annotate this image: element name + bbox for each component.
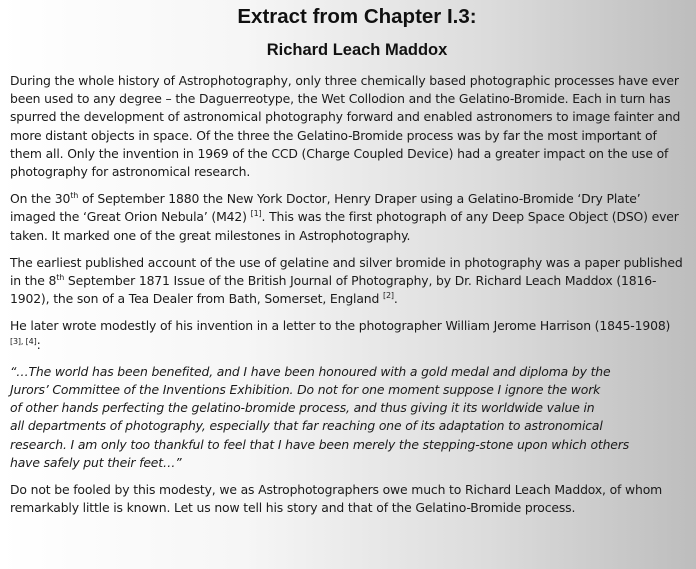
quote-line: “…The world has been benefited, and I have been honoured with a gold medal and diploma by the (10, 363, 611, 379)
paragraph-conclusion: Do not be fooled by this modesty, we as Astrophotographers owe much to Richard Leach Maddox, of whom remarkably little is known. Let us now tell his story and that of the Gelatino-Bromide process. (10, 482, 663, 516)
paragraph-draper (10, 190, 686, 245)
text-span: . (393, 291, 398, 307)
quote-line: all departments of photography, especially that far reaching one of its adaptation to astronomical (10, 418, 603, 434)
ordinal-suffix: th (56, 273, 65, 283)
quote-line: Jurors’ Committee of the Inventions Exhibition. Do not for one moment suppose I ignore the work (10, 382, 601, 398)
reference-marker: [3], [4] (10, 336, 37, 346)
page-subtitle: Richard Leach Maddox (266, 41, 448, 59)
page-title: Extract from Chapter I.3: (237, 5, 477, 28)
paragraph-maddox-paper (10, 254, 686, 309)
reference-marker: [2] (382, 291, 394, 301)
text-span: of September 1880 the New York Doctor, Henry Draper using a Gelatino-Bromide ‘Dry Plate’ imaged the ‘Great Orion Nebula’ (M42) (10, 191, 641, 225)
text-span: : (36, 336, 41, 352)
quote-line: have safely put their feet…” (10, 454, 182, 470)
paragraph-intro: During the whole history of Astrophotography, only three chemically based photographic processes have ever been used to any degree – the Daguerreotype, the Wet Collodion and the Gelatino-Bromide. Each in turn has spurred the development of astronomical photography forward and enabled astronomers to image fainter and more distant objects in space. Of the three the Gelatino-Bromide process was by far the most important of them all. Only the invention in 1969 of the CCD (Charge Coupled Device) had a greater impact on the use of photography for astronomical research. (10, 73, 681, 180)
quote-line: of other hands perfecting the gelatino-bromide process, and thus giving it its worldwide value in (10, 400, 595, 416)
text-span: He later wrote modestly of his invention in a letter to the photographer William Jerome Harrison (1845-1908) (10, 318, 671, 334)
paragraph-letter-intro (10, 317, 686, 353)
article-body (10, 72, 686, 517)
text-span: September 1871 Issue of the British Journal of Photography, by Dr. Richard Leach Maddox (1816-1902), the son of a Tea Dealer from Bath, Somerset, England (10, 273, 657, 307)
text-span: On the 30 (10, 191, 71, 207)
quote-block (10, 363, 686, 472)
text-span: The earliest published account of the use of gelatine and silver bromide in photography was a paper published in the 8 (10, 254, 683, 289)
text-span: . This was the first photograph of any Deep Space Object (DSO) ever taken. It marked one of the great milestones in Astrophotography. (10, 209, 679, 243)
ordinal-suffix: th (70, 191, 79, 201)
quote-line: research. I am only too thankful to feel that I have been merely the stepping-stone upon which others (10, 436, 630, 452)
document-page (10, 4, 686, 565)
reference-marker: [1] (250, 209, 262, 219)
